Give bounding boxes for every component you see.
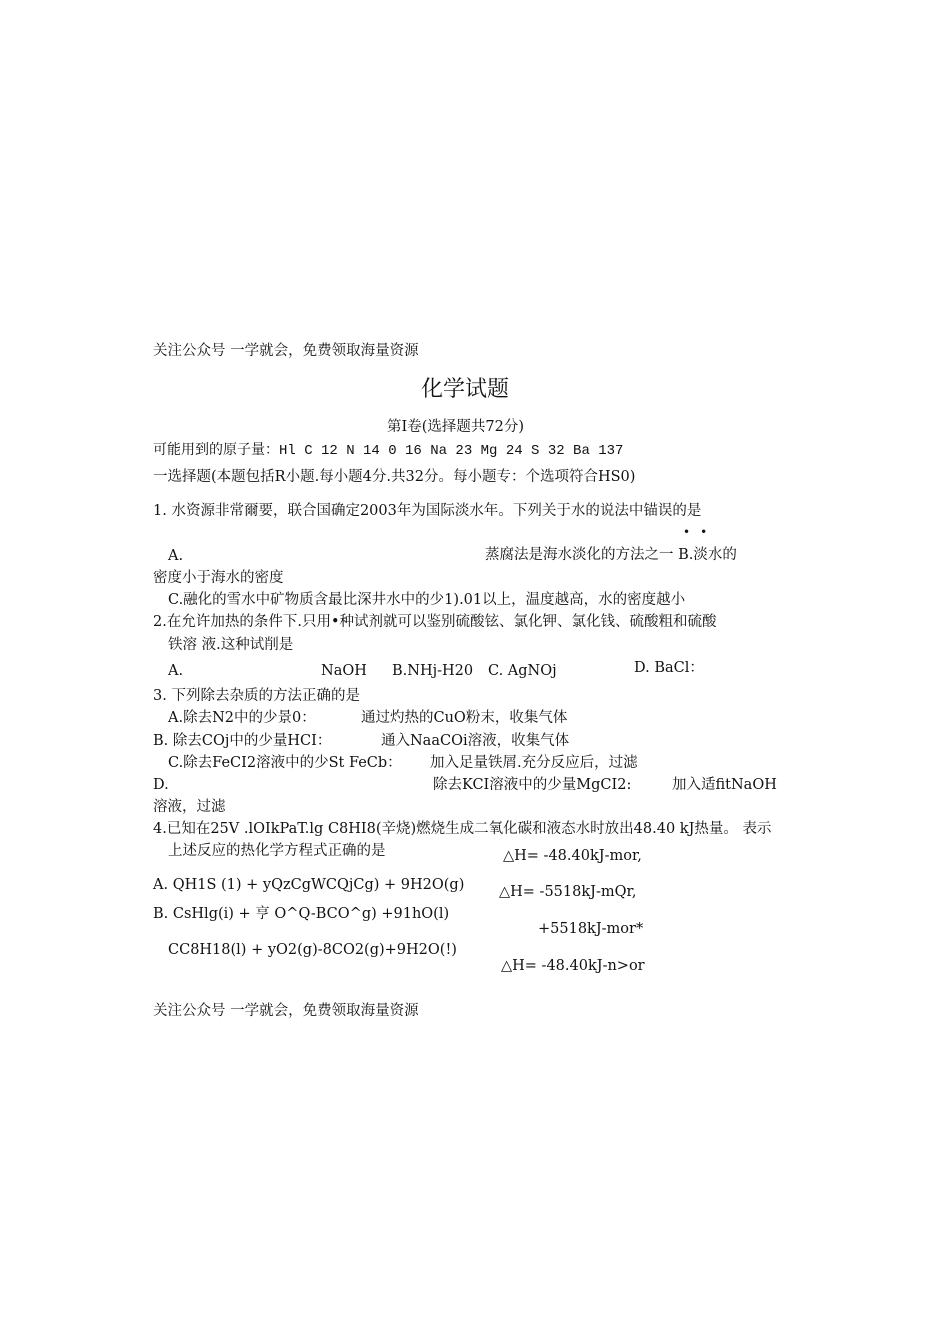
q2-stem-continuation: 铁溶 液.这种试削是 [168, 637, 294, 653]
q3-option-d-label: D. [153, 777, 169, 793]
q2-option-d: D. BaCl： [634, 660, 704, 676]
q2-option-b: B.NHj-H20 [392, 663, 474, 679]
q4-enthalpy-4: △H= -48.40kJ-n>or [501, 958, 645, 974]
q3-option-a-method: 通过灼热的CuO粉末，收集气体 [361, 710, 568, 726]
section-heading: 第Ⅰ卷(选择题共72分) [387, 419, 524, 435]
q2-option-a-label: A. [168, 663, 184, 679]
q1-option-c: C.融化的雪水中矿物质含最比深井水中的少1).01以上，温度越高，水的密度越小 [168, 592, 686, 608]
instructions: 一选择题(本题包括R小题.每小题4分.共32分。每小题专：个选项符合HS0) [153, 469, 636, 485]
bottom-note: 关注公众号 一学就会，免费领取海量资源 [153, 1003, 419, 1019]
q3-option-d-method: 加入适fitNaOH [672, 777, 777, 793]
q4-enthalpy-3: +5518kJ-mor* [538, 921, 644, 937]
q3-stem: 3. 下列除去杂质的方法正确的是 [153, 688, 360, 704]
q3-option-d: 除去KCI溶液中的少量MgCI2: [433, 777, 632, 793]
page-title: 化学试题 [421, 377, 510, 402]
q4-option-b-equation: B. CsHlg(i) + 亨 O^Q-BCO^g) +91hO(l) [153, 906, 450, 922]
q3-option-c: C.除去FeCI2溶液中的少St FeCb： [168, 755, 402, 771]
q2-option-c: C. AgNOj [488, 663, 557, 679]
q4-stem-continuation: 上述反应的热化学方程式正确的是 [168, 843, 386, 859]
q1-option-a-continuation: 密度小于海水的密度 [153, 570, 284, 586]
q4-option-a-equation: A. QH1S (1) + yQzCgWCQjCg) + 9H2O(g) [153, 877, 465, 893]
q2-option-a: NaOH [321, 663, 367, 679]
q3-option-c-method: 加入足量铁屑.充分反应后，过滤 [430, 755, 638, 771]
q1-emphasis-dots: •• [683, 525, 718, 539]
q1-stem: 1. 水资源非常爾要，联合国确定2003年为国际淡水年。下列关于水的说法中锚误的是 [153, 503, 702, 519]
q3-option-b-method: 通入NaaCOi溶液，收集气体 [381, 733, 570, 749]
top-note: 关注公众号 一学就会，免费领取海量资源 [153, 343, 419, 359]
q1-option-a-label: A. [168, 548, 184, 564]
q3-option-b: B. 除去COj中的少量HCI： [153, 733, 332, 749]
atomic-masses: 可能用到的原子量：Hl C 12 N 14 0 16 Na 23 Mg 24 S 32 Ba 137 [153, 443, 624, 459]
q3-option-a: A.除去N2中的少景0： [168, 710, 316, 726]
q4-option-c-equation: CC8H18(l) + yO2(g)-8CO2(g)+9H2O(!) [168, 942, 457, 958]
q1-option-a-text: 蒸腐法是海水淡化的方法之一 B.淡水的 [485, 547, 737, 563]
q3-option-d-continuation: 溶液，过滤 [153, 799, 226, 815]
q4-enthalpy-2: △H= -5518kJ-mQr, [499, 884, 637, 900]
q4-stem: 4.已知在25V .lOIkPaT.lg C8HI8(辛烧)燃烧生成二氧化碳和液态水时放出48.40 kJ热量。 表示 [153, 821, 772, 837]
q2-stem: 2.在允许加热的条件下.只用•种试剂就可以鉴别硫酸铉、氯化钾、氯化钱、硫酸粗和硫酸 [153, 614, 717, 630]
q4-enthalpy-1: △H= -48.40kJ-mor, [503, 848, 642, 864]
